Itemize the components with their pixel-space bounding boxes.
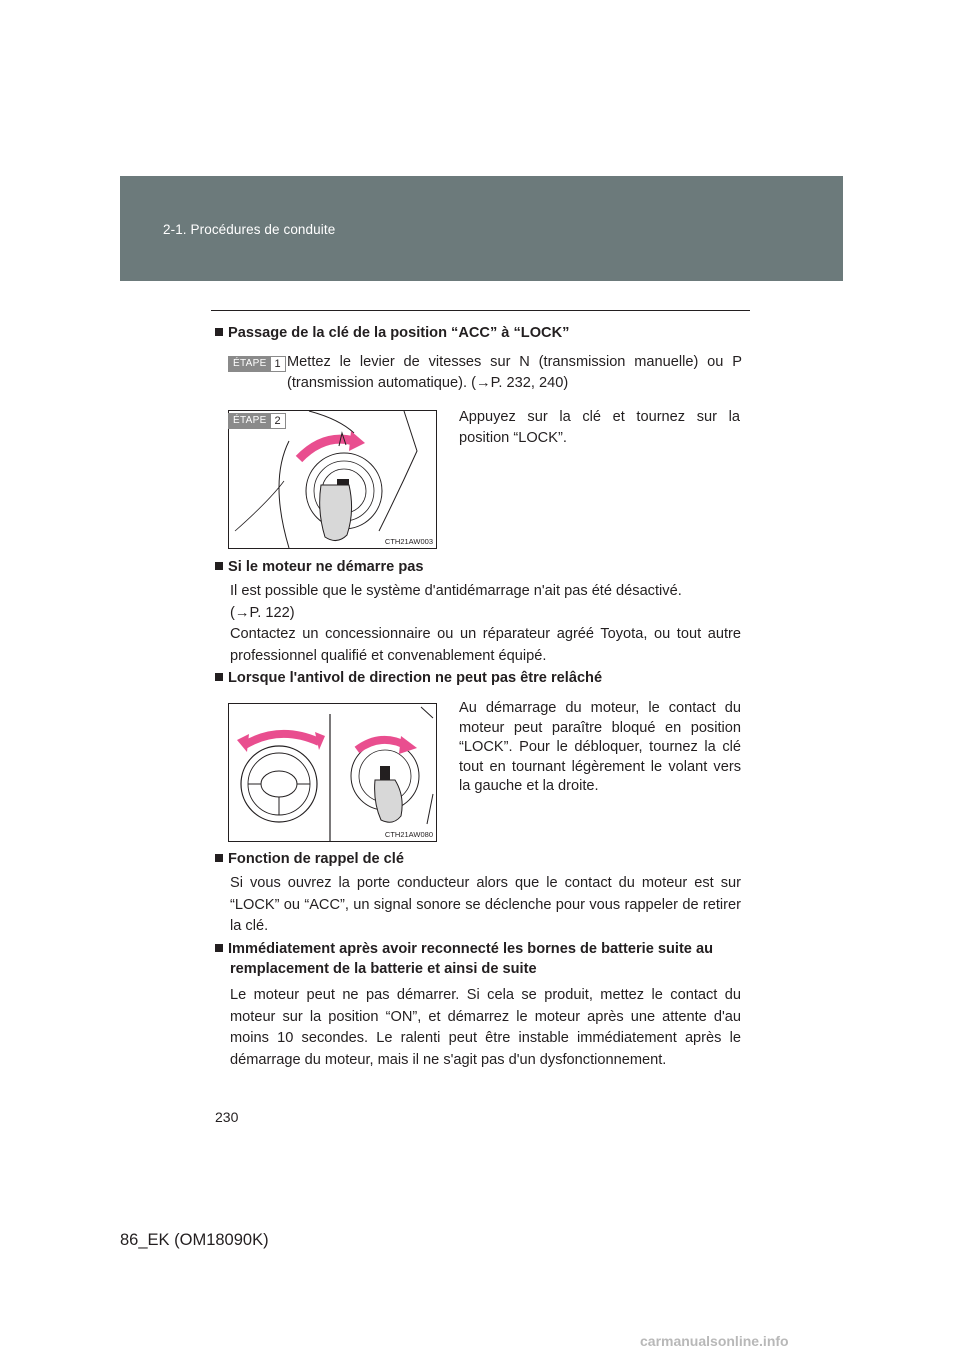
ignition-switch-illustration: [229, 411, 436, 548]
chapter-header-band: [120, 176, 843, 281]
step-1-text: Mettez le levier de vitesses sur N (transmission manuelle) ou P (transmission automatique). (→P. 232, 240): [287, 354, 742, 391]
step-2-badge: ÉTAPE 2: [228, 413, 286, 429]
section-title-engine-not-start: Si le moteur ne démarre pas: [215, 557, 423, 577]
steering-lock-text: Au démarrage du moteur, le contact du moteur peut paraître bloqué en position “LOCK”. Pour le débloquer, tournez la clé tout en tournant légèrement le volant vers la gauche et la droite.: [459, 700, 741, 794]
figure-code: CTH21AW003: [384, 537, 433, 546]
section-title-key-reminder: Fonction de rappel de clé: [215, 849, 404, 869]
key-reminder-text: Si vous ouvrez la porte conducteur alors que le contact du moteur est sur “LOCK” ou “ACC”, un signal sonore se déclenche pour vous rappeler de retirer la clé.: [230, 875, 741, 934]
bullet-square-icon: [215, 944, 223, 952]
section-title-acc-to-lock: Passage de la clé de la position “ACC” à “LOCK”: [215, 323, 569, 343]
section-title-battery-reconnect: Immédiatement après avoir reconnecté les bornes de batterie suite au remplacement de la batterie et ainsi de suite: [215, 939, 745, 979]
step-2-text: Appuyez sur la clé et tournez sur la position “LOCK”.: [459, 409, 740, 446]
battery-reconnect-text: Le moteur peut ne pas démarrer. Si cela se produit, mettez le contact du moteur sur la position “ON”, et démarrez le moteur après une attente d'au moins 10 secondes. Le ralenti peut être instable immédiatement après le démarrage du moteur, mais il ne s'agit pas d'un dysfonctionnement.: [230, 987, 741, 1068]
engine-not-start-text: Il est possible que le système d'antidémarrage n'ait pas été désactivé. (→P. 122) Contactez un concessionnaire ou un réparateur agréé Toyota, ou tout autre professionnel qualifié et convenablement équipé.: [230, 583, 741, 664]
bullet-square-icon: [215, 562, 223, 570]
page-number: 230: [215, 1109, 239, 1125]
figure-code: CTH21AW080: [384, 830, 433, 839]
ignition-key-figure: [228, 410, 437, 549]
steering-wheel-and-key-illustration: [229, 704, 436, 841]
bullet-square-icon: [215, 328, 223, 336]
section-title-steering-lock: Lorsque l'antivol de direction ne peut pas être relâché: [215, 668, 602, 688]
bullet-square-icon: [215, 854, 223, 862]
step-1-badge: ÉTAPE 1: [228, 356, 286, 372]
top-rule: [211, 310, 750, 311]
section-label: 2-1. Procédures de conduite: [163, 222, 336, 237]
bullet-square-icon: [215, 673, 223, 681]
steering-lock-figure: [228, 703, 437, 842]
manual-code: 86_EK (OM18090K): [120, 1231, 269, 1249]
watermark: carmanualsonline.info: [640, 1333, 789, 1349]
